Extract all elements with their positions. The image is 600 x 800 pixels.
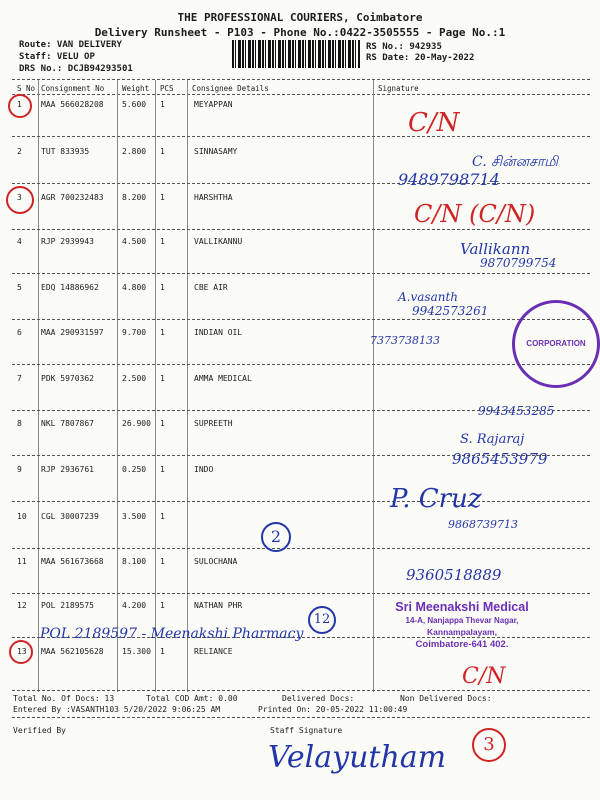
row-consignment-no: MAA 562105628 [41, 647, 104, 656]
runsheet-subtitle: Delivery Runsheet - P103 - Phone No.:0422-3505555 - Page No.:1 [94, 26, 506, 39]
row-sno: 3 [17, 193, 22, 202]
row-sno: 6 [17, 328, 22, 337]
row-consignment-no: RJP 2939943 [41, 237, 94, 246]
row-consignment-no: PDK 5970362 [41, 374, 94, 383]
handwriting-r10-phone-a: 9868739713 [448, 518, 518, 531]
row-consignee: MEYAPPAN [194, 100, 233, 109]
staff-label: Staff: VELU OP [19, 52, 95, 62]
printed-on: Printed On: 20-05-2022 11:00:49 [258, 705, 408, 714]
row-divider [12, 229, 590, 230]
row-weight: 4.200 [122, 601, 147, 610]
row-consignee: HARSHTHA [194, 193, 233, 202]
row-sno: 5 [17, 283, 22, 292]
row-sno: 11 [17, 557, 27, 566]
row-sno: 10 [17, 512, 27, 521]
barcode [232, 40, 360, 68]
rs-number: RS No.: 942935 [366, 42, 442, 52]
row-sno: 12 [17, 601, 27, 610]
row-sno: 1 [17, 100, 22, 109]
row-divider [12, 364, 590, 365]
col-consignee: Consignee Details [192, 84, 269, 93]
row-pcs: 1 [160, 100, 165, 109]
col-signature: Signature [378, 84, 419, 93]
row-divider [12, 183, 590, 184]
row-divider [12, 319, 590, 320]
row-weight: 8.100 [122, 557, 147, 566]
row-consignee: VALLIKANNU [194, 237, 243, 246]
row-consignment-no: MAA 561673668 [41, 557, 104, 566]
handwriting-r7: 9943453285 [478, 404, 555, 418]
row-consignee: INDO [194, 465, 214, 474]
handwriting-r8-name: S. Rajaraj [460, 432, 525, 447]
red-circle-r13 [9, 640, 33, 664]
row-weight: 9.700 [122, 328, 147, 337]
row-divider [12, 501, 590, 502]
handwriting-r6: 7373738133 [370, 334, 440, 347]
row-sno: 2 [17, 147, 22, 156]
total-docs: Total No. Of Docs: 13 [13, 694, 115, 703]
row-divider [12, 136, 590, 137]
row-pcs: 1 [160, 512, 165, 521]
row-pcs: 1 [160, 647, 165, 656]
row-pcs: 1 [160, 193, 165, 202]
entered-by: Entered By :VASANTH103 5/20/2022 9:06:25 AM [13, 705, 221, 714]
handwriting-r2-name: C. சின்னசாமி [472, 154, 559, 170]
row-weight: 2.500 [122, 374, 147, 383]
col-divider [117, 80, 118, 692]
handwriting-r8-phone: 9865453979 [452, 450, 548, 468]
row-pcs: 1 [160, 147, 165, 156]
row-pcs: 1 [160, 557, 165, 566]
drs-number: DRS No.: DCJB94293501 [19, 64, 133, 74]
row-weight: 15.300 [122, 647, 151, 656]
col-consignment: Consignment No [41, 84, 105, 93]
route-label: Route: VAN DELIVERY [19, 40, 122, 50]
rs-date: RS Date: 20-May-2022 [366, 53, 475, 63]
handwriting-r12: POL 2189597 - Meenakshi Pharmacy [40, 626, 304, 642]
row-consignment-no: NKL 7807867 [41, 419, 94, 428]
stamp-address-1: 14-A, Nanjappa Thevar Nagar, [405, 616, 519, 625]
row-pcs: 1 [160, 237, 165, 246]
row-consignee: INDIAN OIL [194, 328, 243, 337]
row-weight: 8.200 [122, 193, 147, 202]
medical-stamp [388, 600, 536, 650]
row-sno: 13 [17, 647, 27, 656]
circled-2: 2 [261, 522, 291, 552]
row-pcs: 1 [160, 283, 165, 292]
row-weight: 3.500 [122, 512, 147, 521]
red-circle-r1 [8, 94, 32, 118]
handwriting-r3: C/N (C/N) [414, 200, 536, 228]
handwriting-r5-phone: 9942573261 [412, 304, 489, 318]
handwriting-r2-phone: 9489798714 [398, 170, 500, 189]
stamp-address-3: Coimbatore-641 402. [415, 639, 509, 650]
row-weight: 5.600 [122, 100, 147, 109]
row-divider [12, 548, 590, 549]
row-consignment-no: AGR 700232483 [41, 193, 104, 202]
total-cod: Total COD Amt: 0.00 [146, 694, 238, 703]
row-consignee: CBE AIR [194, 283, 228, 292]
handwriting-r1: C/N [408, 108, 460, 138]
handwriting-r5-name: A.vasanth [398, 290, 459, 304]
handwriting-r4-name: Vallikann [460, 240, 531, 258]
row-consignee: SUPREETH [194, 419, 233, 428]
row-consignee: SULOCHANA [194, 557, 238, 566]
handwriting-r9: P. Cruz [390, 484, 482, 514]
row-pcs: 1 [160, 601, 165, 610]
row-pcs: 1 [160, 374, 165, 383]
row-pcs: 1 [160, 419, 165, 428]
col-divider [155, 80, 156, 692]
verified-by: Verified By [13, 726, 66, 735]
corporation-stamp: CORPORATION [512, 300, 600, 388]
row-consignment-no: CGL 30007239 [41, 512, 99, 521]
row-sno: 7 [17, 374, 22, 383]
circled-12: 12 [308, 606, 336, 634]
row-weight: 26.900 [122, 419, 151, 428]
stamp-name: Sri Meenakshi Medical [395, 600, 529, 614]
row-weight: 2.800 [122, 147, 147, 156]
row-weight: 0.250 [122, 465, 147, 474]
delivered-docs: Delivered Docs: [282, 694, 355, 703]
row-consignee: AMMA MEDICAL [194, 374, 252, 383]
row-consignment-no: TUT 833935 [41, 147, 90, 156]
col-pcs: PCS [160, 84, 174, 93]
row-sno: 8 [17, 419, 22, 428]
row-sno: 9 [17, 465, 22, 474]
staff-signature: Velayutham [268, 740, 447, 775]
header-rule-bottom [12, 94, 590, 95]
row-pcs: 1 [160, 328, 165, 337]
row-consignment-no: EDQ 14886962 [41, 283, 99, 292]
row-consignment-no: POL 2189575 [41, 601, 94, 610]
footer-rule [12, 690, 590, 691]
row-sno: 4 [17, 237, 22, 246]
company-title: THE PROFESSIONAL COURIERS, Coimbatore [177, 11, 423, 24]
red-circled-3: 3 [472, 728, 506, 762]
red-circle-r3 [6, 186, 34, 214]
row-consignment-no: RJP 2936761 [41, 465, 94, 474]
row-weight: 4.500 [122, 237, 147, 246]
handwriting-r10-phone-b: 9360518889 [406, 566, 502, 584]
staff-signature-label: Staff Signature [270, 726, 343, 735]
row-divider [12, 593, 590, 594]
row-consignment-no: MAA 566028208 [41, 100, 104, 109]
footer-rule-2 [12, 717, 590, 718]
row-weight: 4.800 [122, 283, 147, 292]
handwriting-r13: C/N [462, 664, 506, 689]
col-divider [38, 80, 39, 692]
row-pcs: 1 [160, 465, 165, 474]
handwriting-r4-phone: 9870799754 [480, 256, 557, 270]
header-rule [12, 79, 590, 80]
col-divider [187, 80, 188, 692]
col-divider [373, 80, 374, 692]
row-consignee: NATHAN PHR [194, 601, 243, 610]
row-consignee: SINNASAMY [194, 147, 238, 156]
stamp-address-2: Kannampalayam, [427, 627, 497, 637]
non-delivered-docs: Non Delivered Docs: [400, 694, 492, 703]
row-consignee: RELIANCE [194, 647, 233, 656]
col-weight: Weight [122, 84, 150, 93]
col-sno: S No [17, 84, 36, 93]
row-consignment-no: MAA 290931597 [41, 328, 104, 337]
row-divider [12, 273, 590, 274]
